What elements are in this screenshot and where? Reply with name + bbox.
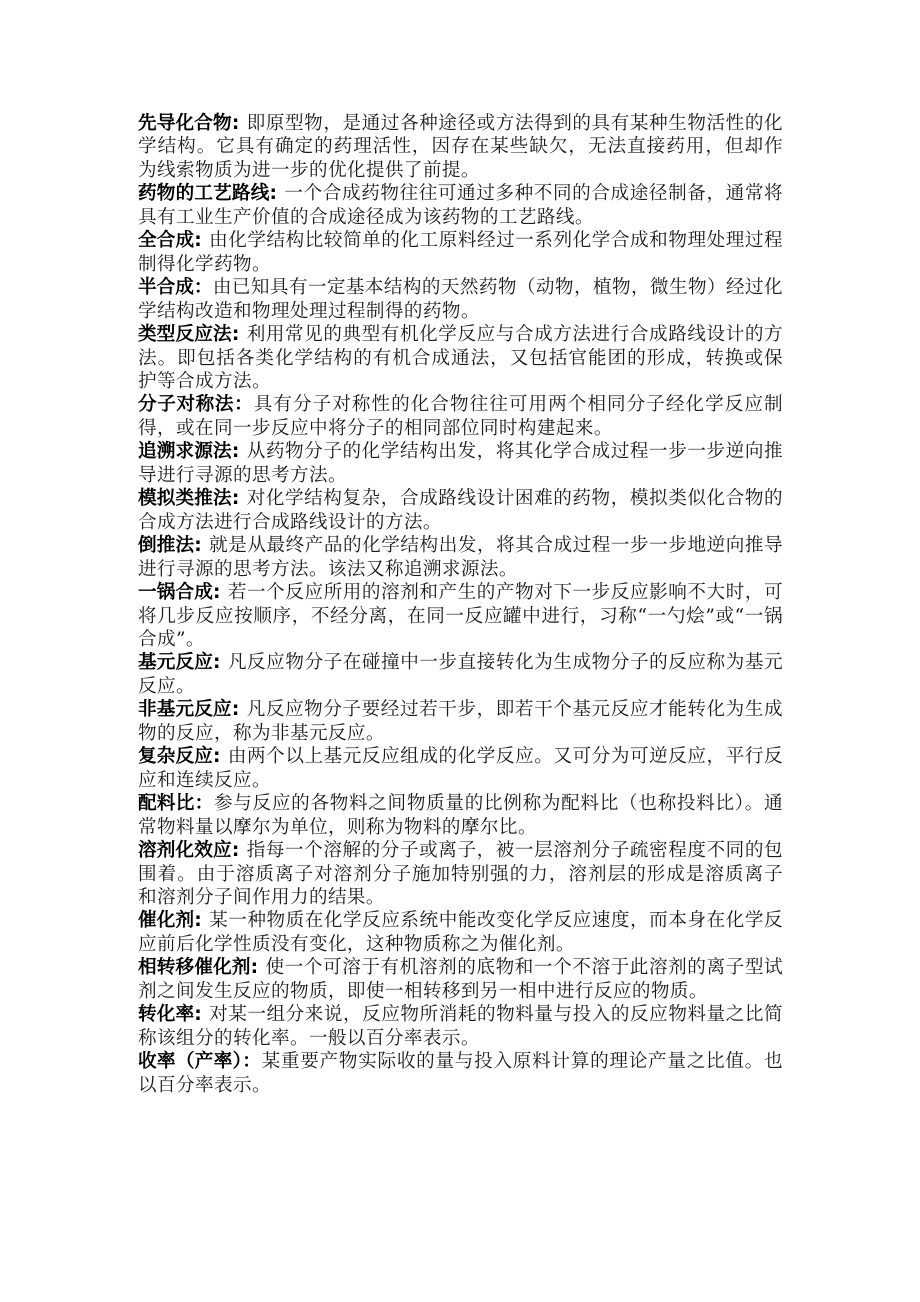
glossary-entry-reaction-type-method bbox=[138, 323, 783, 393]
term: 全合成 bbox=[138, 230, 195, 252]
term-separator: : bbox=[269, 183, 285, 205]
term-separator: : bbox=[194, 230, 210, 252]
term: 复杂反应 bbox=[138, 746, 213, 768]
term: 相转移催化剂 bbox=[138, 957, 251, 979]
definition: 若一个反应所用的溶剂和产生的产物对下一步反应影响不大时，可将几步反应按顺序，不经分离，在同一反应罐中进行，习称“一勺烩”或“一锅合成”。 bbox=[138, 582, 783, 650]
term: 配料比 bbox=[138, 793, 195, 815]
glossary-entry-non-elementary-reaction bbox=[138, 698, 783, 745]
term-separator: : bbox=[213, 746, 228, 768]
term: 基元反应 bbox=[138, 652, 213, 674]
definition: 参与反应的各物料之间物质量的比例称为配料比（也称投料比）。通常物料量以摩尔为单位，则称为物料的摩尔比。 bbox=[138, 793, 783, 838]
term-separator: ： bbox=[234, 394, 254, 416]
glossary-entry-process-route bbox=[138, 182, 783, 229]
glossary-entry-solvation-effect bbox=[138, 839, 783, 909]
term: 追溯求源法 bbox=[138, 441, 232, 463]
term-separator: : bbox=[231, 699, 247, 721]
term-separator: : bbox=[213, 652, 228, 674]
term-separator: ： bbox=[242, 1051, 262, 1073]
term-separator: : bbox=[231, 840, 247, 862]
definition: 对化学结构复杂，合成路线设计困难的药物，模拟类似化合物的合成方法进行合成路线设计的方法。 bbox=[138, 488, 783, 533]
term: 类型反应法 bbox=[138, 324, 232, 346]
definition: 对某一组分来说，反应物所消耗的物料量与投入的反应物料量之比简称该组分的转化率。一般以百分率表示。 bbox=[138, 1004, 783, 1049]
definition: 就是从最终产品的化学结构出发，将其合成过程一步一步地逆向推导进行寻源的思考方法。该法又称追溯求源法。 bbox=[138, 535, 783, 580]
term: 模拟类推法 bbox=[138, 488, 232, 510]
term-separator: : bbox=[250, 957, 266, 979]
glossary-entry-molecular-symmetry bbox=[138, 393, 783, 440]
document-page bbox=[138, 112, 783, 1097]
term-separator: : bbox=[231, 324, 247, 346]
term: 转化率 bbox=[138, 1004, 195, 1026]
glossary-entry-analogy-method bbox=[138, 487, 783, 534]
glossary-entry-elementary-reaction bbox=[138, 651, 783, 698]
definition: 具有分子对称性的化合物往往可用两个相同分子经化学反应制得，或在同一步反应中将分子的相同部位同时构建起来。 bbox=[138, 394, 783, 439]
definition: 使一个可溶于有机溶剂的底物和一个不溶于此溶剂的离子型试剂之间发生反应的物质，即使一相转移到另一相中进行反应的物质。 bbox=[138, 957, 783, 1002]
glossary-entry-total-synthesis bbox=[138, 229, 783, 276]
definition: 从药物分子的化学结构出发，将其化学合成过程一步一步逆向推导进行寻源的思考方法。 bbox=[138, 441, 783, 486]
glossary-entry-conversion-rate bbox=[138, 1003, 783, 1050]
glossary-entry-retrosynthesis bbox=[138, 440, 783, 487]
definition: 即原型物，是通过各种途径或方法得到的具有某种生物活性的化学结构。它具有确定的药理活性，因存在某些缺欠，无法直接药用，但却作为线索物质为进一步的优化提供了前提。 bbox=[138, 113, 783, 181]
glossary-entry-complex-reaction bbox=[138, 745, 783, 792]
term-separator: ： bbox=[193, 277, 213, 299]
term: 溶剂化效应 bbox=[138, 840, 232, 862]
definition: 某一种物质在化学反应系统中能改变化学反应速度，而本身在化学反应前后化学性质没有变化，这种物质称之为催化剂。 bbox=[138, 910, 783, 955]
term-separator: : bbox=[231, 488, 247, 510]
definition: 利用常见的典型有机化学反应与合成方法进行合成路线设计的方法。即包括各类化学结构的有机合成通法，又包括官能团的形成，转换或保护等合成方法。 bbox=[138, 324, 783, 392]
term: 先导化合物 bbox=[138, 113, 232, 134]
glossary-entry-feed-ratio bbox=[138, 792, 783, 839]
term-separator: : bbox=[194, 535, 210, 557]
term: 收率（产率） bbox=[138, 1051, 243, 1073]
term-separator: : bbox=[231, 441, 247, 463]
definition: 由两个以上基元反应组成的化学反应。又可分为可逆反应，平行反应和连续反应。 bbox=[138, 746, 783, 791]
term: 非基元反应 bbox=[138, 699, 232, 721]
glossary-entry-semi-synthesis bbox=[138, 276, 783, 323]
term: 分子对称法 bbox=[138, 394, 235, 416]
glossary-entry-reverse-method bbox=[138, 534, 783, 581]
definition: 凡反应物分子要经过若干步，即若干个基元反应才能转化为生成物的反应，称为非基元反应。 bbox=[138, 699, 783, 744]
glossary-entry-one-pot-synthesis bbox=[138, 581, 783, 651]
term: 一锅合成 bbox=[138, 582, 213, 604]
definition: 指每一个溶解的分子或离子，被一层溶剂分子疏密程度不同的包围着。由于溶质离子对溶剂分子施加特别强的力，溶剂层的形成是溶质离子和溶剂分子间作用力的结果。 bbox=[138, 840, 783, 908]
glossary-entry-phase-transfer-catalyst bbox=[138, 956, 783, 1003]
term-separator: ： bbox=[194, 793, 214, 815]
definition: 某重要产物实际收的量与投入原料计算的理论产量之比值。也以百分率表示。 bbox=[138, 1051, 783, 1096]
definition: 凡反应物分子在碰撞中一步直接转化为生成物分子的反应称为基元反应。 bbox=[138, 652, 783, 697]
term: 药物的工艺路线 bbox=[138, 183, 270, 205]
term: 倒推法 bbox=[138, 535, 195, 557]
definition: 由化学结构比较简单的化工原料经过一系列化学合成和物理处理过程制得化学药物。 bbox=[138, 230, 783, 275]
glossary-entry-lead-compound bbox=[138, 112, 783, 182]
term-separator: : bbox=[194, 1004, 210, 1026]
definition: 由已知具有一定基本结构的天然药物（动物，植物，微生物）经过化学结构改造和物理处理过程制得的药物。 bbox=[138, 277, 783, 322]
definition: 一个合成药物往往可通过多种不同的合成途径制备，通常将具有工业生产价值的合成途径成为该药物的工艺路线。 bbox=[138, 183, 783, 228]
term: 半合成 bbox=[138, 277, 194, 299]
term: 催化剂 bbox=[138, 910, 195, 932]
term-separator: : bbox=[213, 582, 228, 604]
term-separator: : bbox=[231, 113, 247, 134]
term-separator: : bbox=[194, 910, 210, 932]
glossary-entry-yield bbox=[138, 1050, 783, 1097]
glossary-entry-catalyst bbox=[138, 909, 783, 956]
